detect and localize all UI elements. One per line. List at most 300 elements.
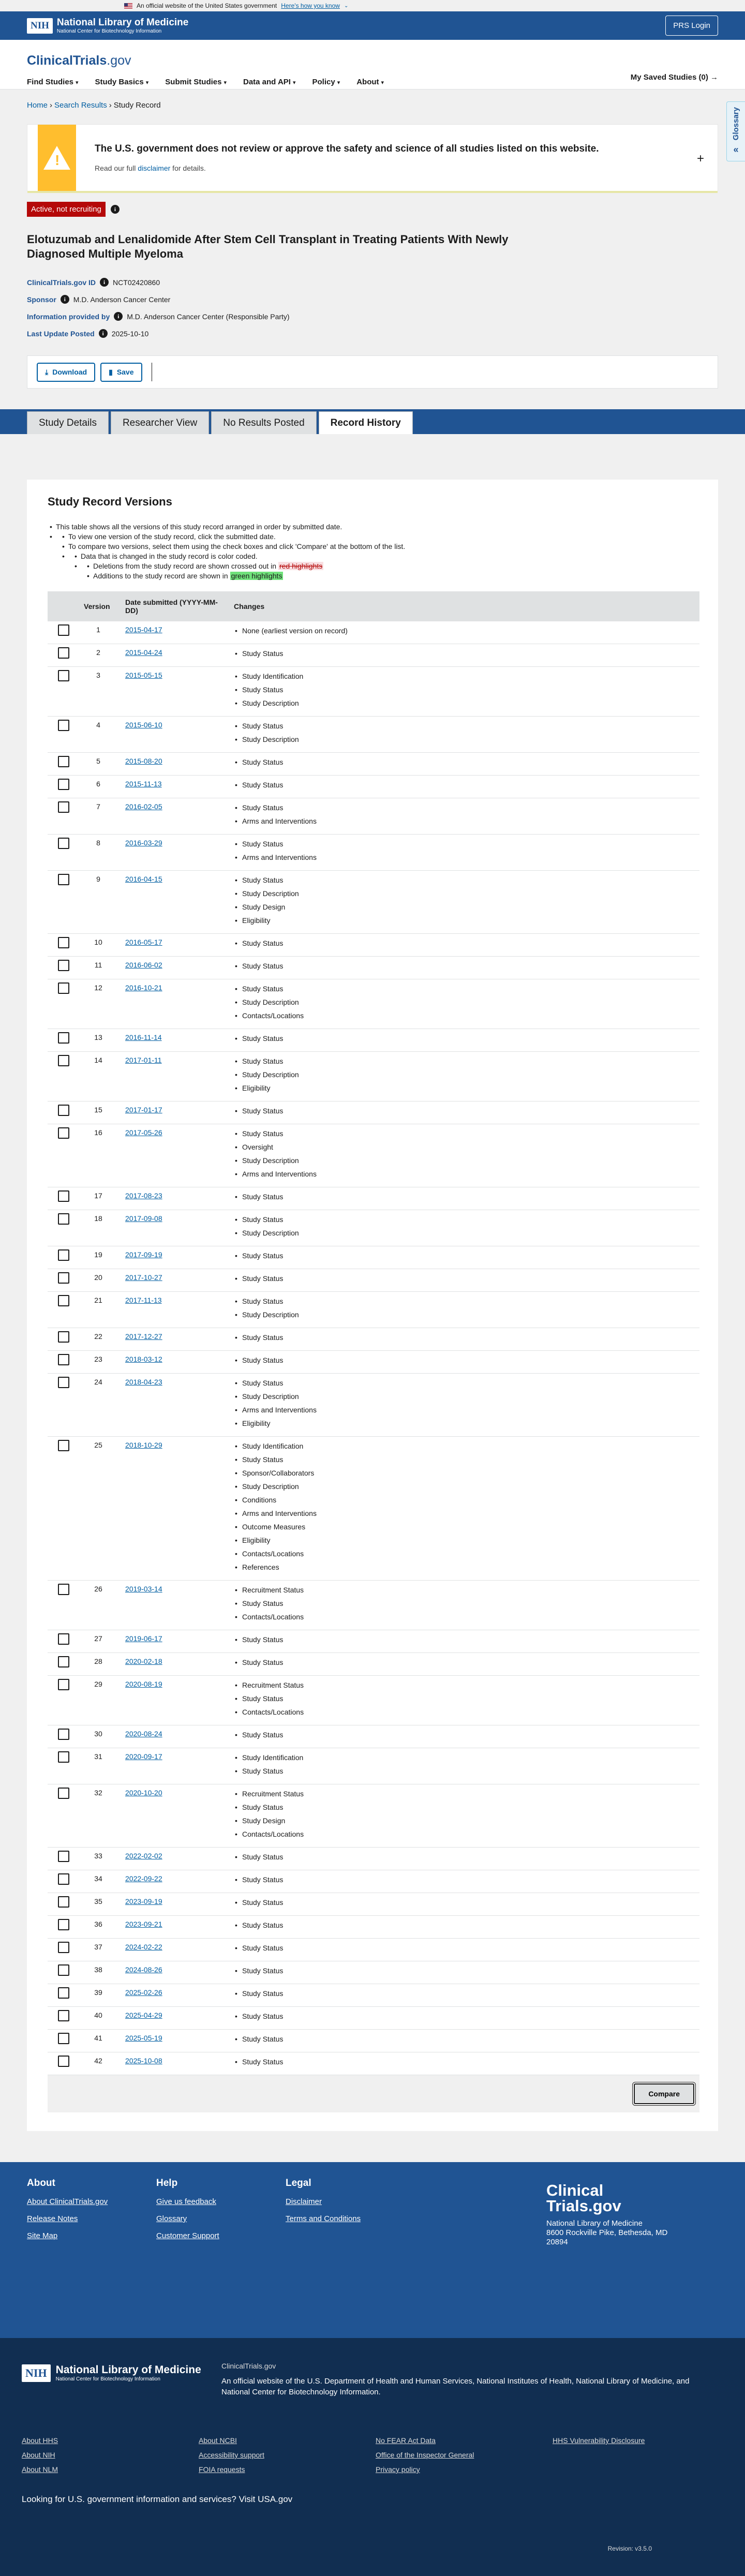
footer-address: National Library of Medicine 8600 Rockville Pike, Bethesda, MD 20894 bbox=[546, 2219, 668, 2246]
change-item: • Study Status bbox=[234, 1213, 693, 1226]
table-row bbox=[48, 871, 699, 934]
version-checkbox[interactable] bbox=[58, 1788, 69, 1799]
checkbox-cell bbox=[48, 1784, 78, 1848]
nih-link[interactable]: National Institutes of Health bbox=[476, 2377, 572, 2386]
version-date-link[interactable]: 2024-02-22 bbox=[125, 1943, 162, 1951]
version-number: 34 bbox=[78, 1870, 119, 1893]
breadcrumb-home[interactable]: Home bbox=[27, 101, 48, 110]
version-date-link[interactable]: 2019-03-14 bbox=[125, 1585, 162, 1593]
version-checkbox[interactable] bbox=[58, 2010, 69, 2021]
status-badge: Active, not recruiting bbox=[27, 202, 106, 217]
version-date-link[interactable]: 2016-10-21 bbox=[125, 984, 162, 992]
version-checkbox[interactable] bbox=[58, 1127, 69, 1139]
policy-link[interactable]: No FEAR Act Data bbox=[376, 2436, 436, 2445]
table-row bbox=[48, 835, 699, 871]
version-date-link[interactable]: 2016-03-29 bbox=[125, 839, 162, 847]
changes-list bbox=[234, 1294, 693, 1321]
version-date-link[interactable]: 2017-01-17 bbox=[125, 1106, 162, 1114]
checkbox-cell bbox=[48, 776, 78, 798]
version-number: 17 bbox=[78, 1187, 119, 1210]
ncbi-link[interactable]: National Center for Biotechnology Information bbox=[221, 2388, 379, 2396]
footer-link[interactable]: Give us feedback bbox=[156, 2197, 216, 2206]
desc-item: • • Data that is changed in the study record is color coded. bbox=[72, 552, 697, 561]
change-item: • Arms and Interventions bbox=[234, 1403, 693, 1417]
header-changes: Changes bbox=[234, 602, 265, 611]
changes-cell bbox=[228, 934, 699, 957]
change-item: • Study Identification bbox=[234, 1751, 693, 1764]
policy-link[interactable]: FOIA requests bbox=[199, 2465, 245, 2474]
change-item: • Study Status bbox=[234, 1331, 693, 1344]
date-cell bbox=[119, 1437, 228, 1581]
change-item: • Study Status bbox=[234, 837, 693, 851]
version-checkbox[interactable] bbox=[58, 1851, 69, 1862]
info-icon[interactable]: i bbox=[61, 295, 69, 304]
changes-cell bbox=[228, 1630, 699, 1653]
checkbox-cell bbox=[48, 1328, 78, 1351]
version-number: 38 bbox=[78, 1961, 119, 1984]
changes-cell bbox=[228, 1784, 699, 1848]
version-checkbox[interactable] bbox=[58, 1354, 69, 1365]
policy-link[interactable]: About NLM bbox=[22, 2465, 58, 2474]
version-date-link[interactable]: 2018-10-29 bbox=[125, 1441, 162, 1449]
version-checkbox[interactable] bbox=[58, 1751, 69, 1763]
version-date-link[interactable]: 2020-09-17 bbox=[125, 1752, 162, 1761]
date-cell bbox=[119, 1292, 228, 1328]
download-label: Download bbox=[52, 368, 87, 376]
checkbox-cell bbox=[48, 1961, 78, 1984]
change-item: • Study Status bbox=[234, 1597, 693, 1610]
date-cell bbox=[119, 1269, 228, 1292]
glossary-tab[interactable] bbox=[726, 101, 745, 161]
table-row bbox=[48, 1328, 699, 1351]
version-checkbox[interactable] bbox=[58, 1729, 69, 1740]
version-checkbox[interactable] bbox=[58, 1272, 69, 1284]
tab-record-history[interactable]: Record History bbox=[319, 411, 413, 434]
nav-about[interactable] bbox=[356, 78, 384, 86]
disclaimer-link[interactable]: disclaimer bbox=[138, 164, 171, 172]
version-checkbox[interactable] bbox=[58, 624, 69, 636]
version-checkbox[interactable] bbox=[58, 1213, 69, 1225]
change-item: • Sponsor/Collaborators bbox=[234, 1466, 693, 1480]
change-item: • Oversight bbox=[234, 1140, 693, 1154]
checkbox-cell bbox=[48, 1984, 78, 2007]
changes-cell bbox=[228, 1124, 699, 1187]
version-number: 23 bbox=[78, 1351, 119, 1374]
date-cell bbox=[119, 1101, 228, 1124]
version-checkbox[interactable] bbox=[58, 1295, 69, 1306]
version-checkbox[interactable] bbox=[58, 801, 69, 813]
changes-list bbox=[234, 1190, 693, 1203]
version-date-link[interactable]: 2022-09-22 bbox=[125, 1874, 162, 1883]
version-date-link[interactable]: 2020-02-18 bbox=[125, 1657, 162, 1665]
change-item: • Study Status bbox=[234, 982, 693, 995]
version-date-link[interactable]: 2020-08-19 bbox=[125, 1680, 162, 1688]
sponsor-value: M.D. Anderson Cancer Center bbox=[73, 295, 171, 304]
footer-link[interactable]: About ClinicalTrials.gov bbox=[27, 2197, 108, 2206]
how-you-know-link[interactable]: Here's how you know bbox=[281, 2, 340, 9]
table-row bbox=[48, 957, 699, 979]
version-number: 8 bbox=[78, 835, 119, 871]
table-row bbox=[48, 1052, 699, 1101]
changes-cell bbox=[228, 1939, 699, 1961]
change-item: • Study Design bbox=[234, 900, 693, 914]
changes-list bbox=[234, 1728, 693, 1741]
version-date-link[interactable]: 2015-11-13 bbox=[125, 780, 162, 788]
header-version: Version bbox=[84, 602, 110, 611]
version-date-link[interactable]: 2018-04-23 bbox=[125, 1378, 162, 1386]
hhs-link[interactable]: U.S. Department of Health and Human Services bbox=[307, 2377, 472, 2386]
version-date-link[interactable]: 2016-11-14 bbox=[125, 1033, 162, 1041]
version-checkbox[interactable] bbox=[58, 2056, 69, 2067]
table-row bbox=[48, 1848, 699, 1870]
bookmark-icon: ▮ bbox=[109, 367, 113, 376]
date-cell bbox=[119, 1725, 228, 1748]
version-checkbox[interactable] bbox=[58, 1190, 69, 1202]
version-checkbox[interactable] bbox=[58, 1987, 69, 1999]
nlm-title: National Library of Medicine bbox=[55, 2364, 201, 2376]
version-checkbox[interactable] bbox=[58, 1873, 69, 1885]
table-row bbox=[48, 1676, 699, 1725]
info-provided-label: Information provided by bbox=[27, 312, 110, 321]
change-item: • Contacts/Locations bbox=[234, 1705, 693, 1719]
version-date-link[interactable]: 2019-06-17 bbox=[125, 1634, 162, 1643]
change-item: • Study Status bbox=[234, 1692, 693, 1705]
version-checkbox[interactable] bbox=[58, 1249, 69, 1261]
download-button[interactable] bbox=[37, 363, 95, 382]
version-date-link[interactable]: 2015-05-15 bbox=[125, 671, 162, 679]
changes-cell bbox=[228, 1374, 699, 1437]
version-number: 2 bbox=[78, 644, 119, 667]
version-number: 4 bbox=[78, 717, 119, 753]
version-checkbox[interactable] bbox=[58, 720, 69, 731]
change-item: • Contacts/Locations bbox=[234, 1827, 693, 1841]
changes-cell bbox=[228, 667, 699, 717]
table-row bbox=[48, 667, 699, 717]
change-item: • Study Status bbox=[234, 755, 693, 769]
changes-list bbox=[234, 1331, 693, 1344]
version-date-link[interactable]: 2018-03-12 bbox=[125, 1355, 162, 1363]
version-date-link[interactable]: 2017-10-27 bbox=[125, 1273, 162, 1282]
version-checkbox[interactable] bbox=[58, 960, 69, 971]
version-number: 3 bbox=[78, 667, 119, 717]
change-item: • Study Status bbox=[234, 1987, 693, 2000]
checkbox-cell bbox=[48, 1870, 78, 1893]
change-item: • Study Status bbox=[234, 1850, 693, 1864]
version-date-link[interactable]: 2023-09-21 bbox=[125, 1920, 162, 1928]
change-item: • Study Status bbox=[234, 1656, 693, 1669]
version-date-link[interactable]: 2017-11-13 bbox=[125, 1296, 162, 1304]
nav-study-basics[interactable] bbox=[95, 78, 149, 86]
tab-study-details[interactable]: Study Details bbox=[27, 411, 109, 434]
footer-legal-heading: Legal bbox=[286, 2178, 311, 2188]
changes-cell bbox=[228, 1269, 699, 1292]
version-number: 35 bbox=[78, 1893, 119, 1916]
chevron-down-icon: ▾ bbox=[381, 80, 384, 86]
version-number: 10 bbox=[78, 934, 119, 957]
policy-link[interactable]: Accessibility support bbox=[199, 2451, 264, 2459]
version-date-link[interactable]: 2016-04-15 bbox=[125, 875, 162, 883]
changes-list bbox=[234, 2032, 693, 2046]
version-date-link[interactable]: 2017-01-11 bbox=[125, 1056, 162, 1064]
date-cell bbox=[119, 957, 228, 979]
changes-list bbox=[234, 982, 693, 1022]
change-item: • Study Status bbox=[234, 683, 693, 696]
version-date-link[interactable]: 2017-09-08 bbox=[125, 1214, 162, 1223]
ct-logo[interactable] bbox=[27, 40, 718, 68]
version-date-link[interactable]: 2017-09-19 bbox=[125, 1250, 162, 1259]
info-provided-value: M.D. Anderson Cancer Center (Responsible Party) bbox=[127, 312, 290, 321]
info-icon[interactable]: i bbox=[111, 205, 120, 214]
arrow-right-icon: → bbox=[710, 73, 718, 82]
version-date-link[interactable]: 2017-05-26 bbox=[125, 1128, 162, 1137]
double-chevron-left-icon: « bbox=[733, 144, 739, 155]
changes-cell bbox=[228, 957, 699, 979]
change-item: • Study Status bbox=[234, 1964, 693, 1977]
saved-studies-link[interactable] bbox=[631, 73, 718, 82]
changes-list bbox=[234, 719, 693, 746]
version-date-link[interactable]: 2016-06-02 bbox=[125, 961, 162, 969]
checkbox-cell bbox=[48, 957, 78, 979]
breadcrumb-separator: › bbox=[50, 101, 53, 110]
changes-list bbox=[234, 1353, 693, 1367]
nlm-logo[interactable] bbox=[27, 17, 188, 34]
date-cell bbox=[119, 753, 228, 776]
info-icon[interactable]: i bbox=[99, 329, 108, 338]
changes-list bbox=[234, 1376, 693, 1430]
change-item: • Study Description bbox=[234, 696, 693, 710]
version-checkbox[interactable] bbox=[58, 756, 69, 767]
version-number: 20 bbox=[78, 1269, 119, 1292]
table-row bbox=[48, 1437, 699, 1581]
disclaimer-accordion[interactable] bbox=[27, 124, 718, 191]
changes-list bbox=[234, 2055, 693, 2068]
policy-link[interactable]: Privacy policy bbox=[376, 2465, 420, 2474]
version-date-link[interactable]: 2022-02-02 bbox=[125, 1852, 162, 1860]
version-checkbox[interactable] bbox=[58, 1055, 69, 1066]
change-item: • Study Status bbox=[234, 1104, 693, 1118]
date-cell bbox=[119, 1984, 228, 2007]
footer-link[interactable]: Terms and Conditions bbox=[286, 2214, 361, 2223]
version-checkbox[interactable] bbox=[58, 1942, 69, 1953]
table-row bbox=[48, 934, 699, 957]
change-item: • Study Status bbox=[234, 1633, 693, 1646]
changes-list bbox=[234, 778, 693, 792]
version-date-link[interactable]: 2020-08-24 bbox=[125, 1730, 162, 1738]
changes-list bbox=[234, 873, 693, 927]
version-number: 9 bbox=[78, 871, 119, 934]
version-checkbox[interactable] bbox=[58, 1919, 69, 1930]
desc-sublist bbox=[72, 561, 697, 581]
version-checkbox[interactable] bbox=[58, 1633, 69, 1645]
changes-cell bbox=[228, 1052, 699, 1101]
table-row bbox=[48, 621, 699, 644]
breadcrumb-search-results[interactable]: Search Results bbox=[54, 101, 107, 110]
version-checkbox[interactable] bbox=[58, 1584, 69, 1595]
table-row bbox=[48, 1748, 699, 1784]
chevron-down-icon[interactable]: ⌄ bbox=[344, 3, 349, 9]
footer-link[interactable]: Customer Support bbox=[156, 2231, 219, 2240]
version-checkbox[interactable] bbox=[58, 838, 69, 849]
version-date-link[interactable]: 2016-05-17 bbox=[125, 938, 162, 946]
version-date-link[interactable]: 2015-08-20 bbox=[125, 757, 162, 765]
changes-cell bbox=[228, 1437, 699, 1581]
policy-link[interactable]: About NCBI bbox=[199, 2436, 237, 2445]
date-cell bbox=[119, 934, 228, 957]
changes-list bbox=[234, 1787, 693, 1841]
prs-login-button[interactable]: PRS Login bbox=[665, 16, 718, 36]
changes-cell bbox=[228, 1653, 699, 1676]
last-update-label: Last Update Posted bbox=[27, 329, 95, 338]
version-date-link[interactable]: 2024-08-26 bbox=[125, 1965, 162, 1974]
version-checkbox[interactable] bbox=[58, 1440, 69, 1451]
changes-cell bbox=[228, 2052, 699, 2075]
changes-cell bbox=[228, 1848, 699, 1870]
version-checkbox[interactable] bbox=[58, 670, 69, 681]
version-date-link[interactable]: 2020-10-20 bbox=[125, 1789, 162, 1797]
nav-policy[interactable] bbox=[312, 78, 340, 86]
version-date-link[interactable]: 2015-04-17 bbox=[125, 626, 162, 634]
footer-link[interactable]: Disclaimer bbox=[286, 2197, 322, 2206]
change-item: • Study Status bbox=[234, 1294, 693, 1308]
changes-cell bbox=[228, 1187, 699, 1210]
version-checkbox[interactable] bbox=[58, 1964, 69, 1976]
checkbox-cell bbox=[48, 1916, 78, 1939]
version-number: 16 bbox=[78, 1124, 119, 1187]
version-number: 36 bbox=[78, 1916, 119, 1939]
footer-link[interactable]: Site Map bbox=[27, 2231, 58, 2240]
change-item: • Study Description bbox=[234, 1480, 693, 1493]
changes-list bbox=[234, 624, 693, 637]
nlm-subtitle: National Center for Biotechnology Information bbox=[55, 2376, 160, 2382]
version-date-link[interactable]: 2015-04-24 bbox=[125, 648, 162, 657]
save-button[interactable] bbox=[100, 363, 142, 382]
version-date-link[interactable]: 2017-08-23 bbox=[125, 1192, 162, 1200]
version-date-link[interactable]: 2025-02-26 bbox=[125, 1988, 162, 1997]
version-checkbox[interactable] bbox=[58, 1377, 69, 1388]
desc-item: • To compare two versions, select them using the check boxes and click 'Compare' at the bottom of the list. bbox=[60, 542, 697, 552]
changes-list bbox=[234, 1127, 693, 1181]
tab-researcher-view[interactable]: Researcher View bbox=[111, 411, 209, 434]
version-date-link[interactable]: 2025-04-29 bbox=[125, 2011, 162, 2019]
desc-item: • • To view one version of the study record, click the submitted date. bbox=[60, 532, 697, 542]
checkbox-cell bbox=[48, 1187, 78, 1210]
warning-icon: ! bbox=[38, 125, 76, 191]
date-cell bbox=[119, 1676, 228, 1725]
footer-link[interactable]: Glossary bbox=[156, 2214, 187, 2223]
info-icon[interactable]: i bbox=[100, 278, 109, 287]
change-item: • Recruitment Status bbox=[234, 1583, 693, 1597]
checkbox-cell bbox=[48, 1210, 78, 1246]
table-row bbox=[48, 2030, 699, 2052]
change-item: • Study Status bbox=[234, 2055, 693, 2068]
policy-link[interactable]: About NIH bbox=[22, 2451, 55, 2459]
version-date-link[interactable]: 2015-06-10 bbox=[125, 721, 162, 729]
breadcrumb-separator: › bbox=[109, 101, 112, 110]
version-checkbox[interactable] bbox=[58, 874, 69, 885]
version-checkbox[interactable] bbox=[58, 937, 69, 948]
version-checkbox[interactable] bbox=[58, 1679, 69, 1690]
version-date-link[interactable]: 2025-10-08 bbox=[125, 2057, 162, 2065]
changes-list bbox=[234, 1751, 693, 1778]
policy-link[interactable]: About HHS bbox=[22, 2436, 58, 2445]
changes-list bbox=[234, 1964, 693, 1977]
footer-logo[interactable]: Clinical Trials.gov bbox=[546, 2181, 621, 2215]
version-checkbox[interactable] bbox=[58, 1032, 69, 1044]
version-date-link[interactable]: 2017-12-27 bbox=[125, 1332, 162, 1341]
nlm-link[interactable]: National Library of Medicine bbox=[576, 2377, 673, 2386]
table-row bbox=[48, 979, 699, 1029]
tab-no-results-posted[interactable]: No Results Posted bbox=[211, 411, 316, 434]
change-item: • Contacts/Locations bbox=[234, 1610, 693, 1624]
plus-icon[interactable]: + bbox=[696, 152, 704, 166]
changes-list bbox=[234, 669, 693, 710]
breadcrumb-current: Study Record bbox=[113, 101, 161, 110]
changes-list bbox=[234, 1678, 693, 1719]
version-checkbox[interactable] bbox=[58, 1896, 69, 1908]
version-checkbox[interactable] bbox=[58, 1331, 69, 1343]
changes-cell bbox=[228, 1893, 699, 1916]
version-checkbox[interactable] bbox=[58, 1656, 69, 1667]
changes-list bbox=[234, 1633, 693, 1646]
table-row bbox=[48, 717, 699, 753]
version-checkbox[interactable] bbox=[58, 779, 69, 790]
download-icon: ⤓ bbox=[45, 367, 49, 376]
nav-label: Data and API bbox=[243, 78, 291, 86]
nav-find-studies[interactable] bbox=[27, 78, 79, 86]
version-checkbox[interactable] bbox=[58, 647, 69, 659]
version-date-link[interactable]: 2016-02-05 bbox=[125, 802, 162, 811]
gov-banner-text: An official website of the United States government bbox=[137, 2, 277, 9]
version-date-link[interactable]: 2025-05-19 bbox=[125, 2034, 162, 2042]
version-number: 37 bbox=[78, 1939, 119, 1961]
id-label: ClinicalTrials.gov ID bbox=[27, 278, 96, 287]
usa-gov-link[interactable]: Visit USA.gov bbox=[239, 2494, 293, 2504]
version-number: 31 bbox=[78, 1748, 119, 1784]
checkbox-cell bbox=[48, 1676, 78, 1725]
changes-cell bbox=[228, 1961, 699, 1984]
compare-button[interactable]: Compare bbox=[634, 2083, 694, 2104]
changes-list bbox=[234, 1249, 693, 1262]
version-number: 13 bbox=[78, 1029, 119, 1052]
footer-link[interactable]: Release Notes bbox=[27, 2214, 78, 2223]
ct-logo-gov: .gov bbox=[107, 53, 131, 68]
history-heading: Study Record Versions bbox=[48, 495, 172, 508]
change-item: • Contacts/Locations bbox=[234, 1009, 693, 1022]
policy-link[interactable]: Office of the Inspector General bbox=[376, 2451, 474, 2459]
date-cell bbox=[119, 1374, 228, 1437]
changes-list bbox=[234, 837, 693, 864]
policy-link[interactable]: HHS Vulnerability Disclosure bbox=[553, 2436, 645, 2445]
change-item: • Study Status bbox=[234, 1800, 693, 1814]
nav-data-and-api[interactable] bbox=[243, 78, 296, 86]
change-item: • Arms and Interventions bbox=[234, 1507, 693, 1520]
version-date-link[interactable]: 2023-09-19 bbox=[125, 1897, 162, 1905]
date-cell bbox=[119, 717, 228, 753]
green-highlight-sample: green highlights bbox=[231, 572, 282, 580]
checkbox-cell bbox=[48, 1351, 78, 1374]
version-checkbox[interactable] bbox=[58, 2033, 69, 2044]
glossary-label: Glossary bbox=[732, 107, 740, 141]
version-checkbox[interactable] bbox=[58, 1105, 69, 1116]
nav-submit-studies[interactable] bbox=[165, 78, 227, 86]
info-icon[interactable]: i bbox=[114, 312, 123, 321]
change-item: • Conditions bbox=[234, 1493, 693, 1507]
changes-list bbox=[234, 936, 693, 950]
checkbox-cell bbox=[48, 1437, 78, 1581]
date-cell bbox=[119, 979, 228, 1029]
header-date: Date submitted (YYYY-MM-DD) bbox=[125, 598, 218, 615]
version-checkbox[interactable] bbox=[58, 982, 69, 994]
